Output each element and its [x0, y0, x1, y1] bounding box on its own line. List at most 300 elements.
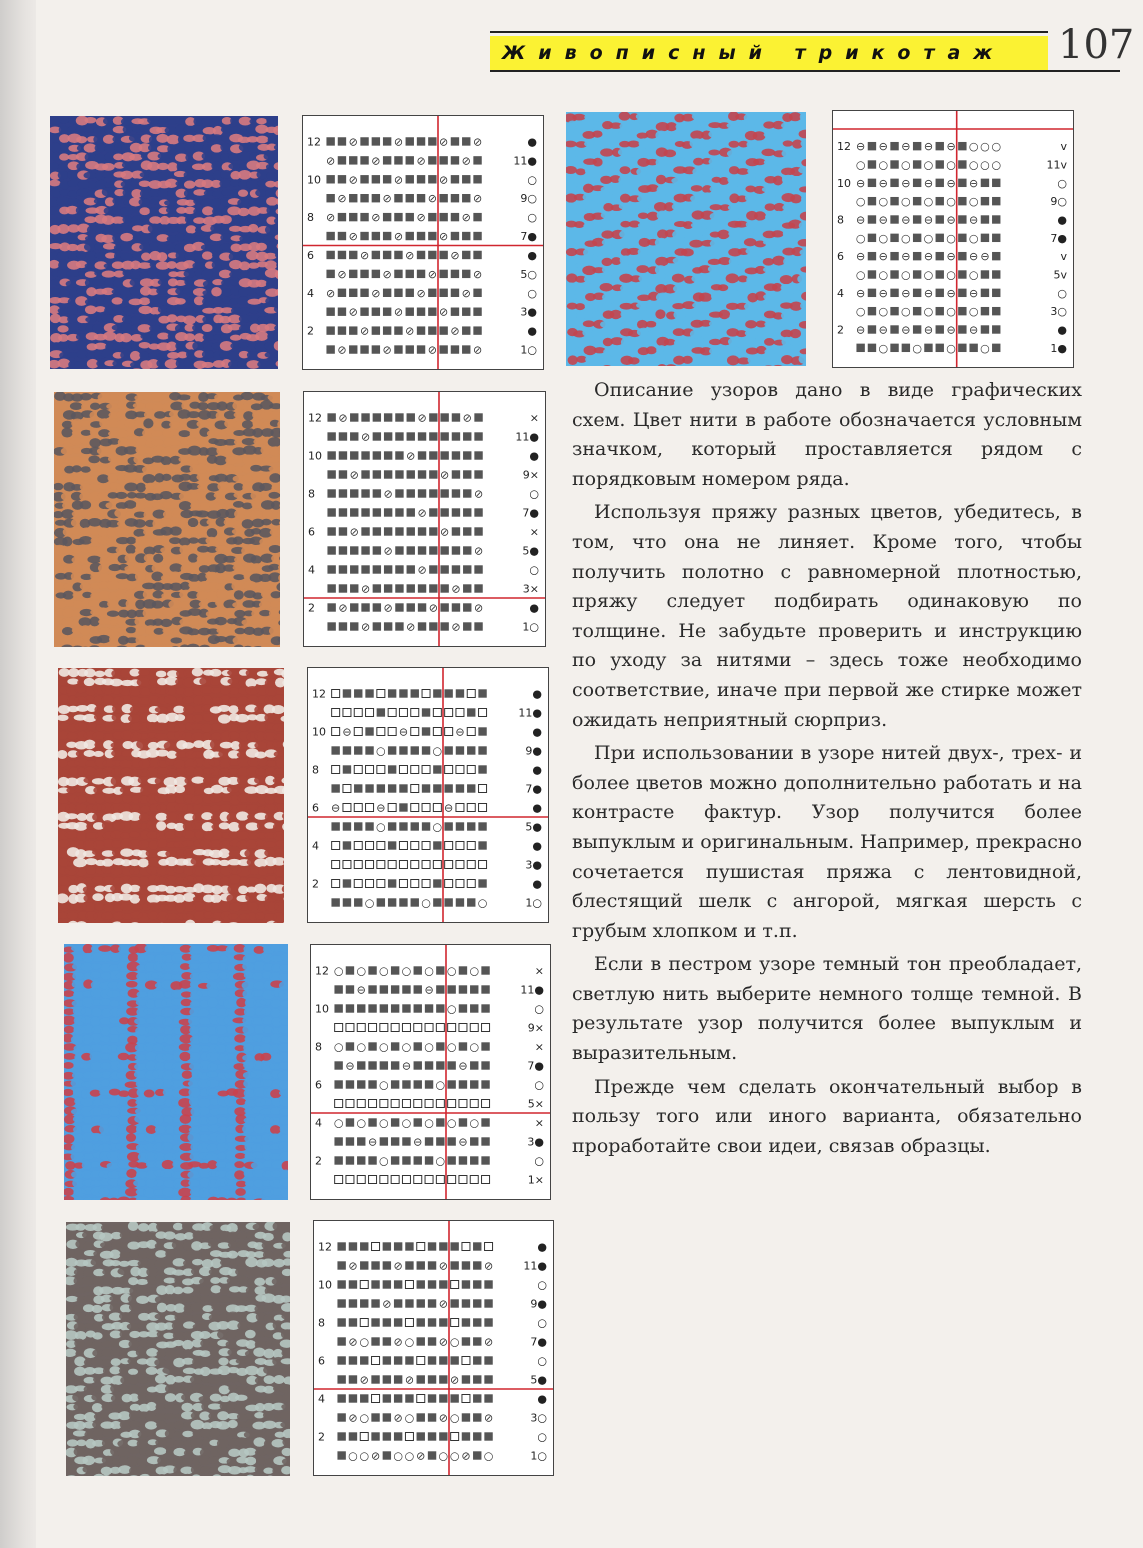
chart-cell — [343, 689, 351, 697]
chart-cell — [388, 746, 396, 754]
chart-cell — [440, 508, 448, 516]
chart-cell — [349, 1375, 357, 1383]
chart-cell — [360, 194, 368, 202]
chart-cell: ○ — [424, 1116, 434, 1130]
chart-cell — [473, 1318, 481, 1326]
chart-cell — [383, 1280, 391, 1288]
row-yarn-marker: 9× — [527, 1021, 544, 1035]
chart-cell: ○ — [446, 1116, 457, 1130]
row-yarn-marker: 5● — [522, 544, 539, 558]
chart-cell — [402, 1080, 410, 1088]
row-yarn-marker: ○ — [527, 286, 537, 300]
chart-cell — [422, 822, 430, 830]
chart-cell — [349, 1242, 357, 1250]
chart-cell — [361, 470, 369, 478]
chart-cell — [890, 215, 898, 223]
chart-cell — [331, 746, 339, 754]
chart-cell — [380, 985, 388, 993]
chart-cell — [417, 1337, 425, 1345]
chart-cell — [395, 603, 403, 611]
chart-cell — [417, 1243, 425, 1251]
chart-cell — [913, 234, 921, 242]
row-yarn-marker: 7● — [1050, 231, 1067, 245]
chart-cell — [856, 344, 864, 352]
chart-cell — [433, 709, 441, 717]
chart-cell — [332, 861, 340, 869]
chart-cell — [936, 160, 944, 168]
row-yarn-marker: 7● — [530, 1335, 547, 1349]
chart-cell: ○ — [878, 195, 889, 209]
chart-cell — [338, 137, 346, 145]
chart-cell — [429, 413, 437, 421]
chart-cell — [327, 470, 335, 478]
chart-cell — [440, 432, 448, 440]
chart-cell: ○ — [356, 1116, 367, 1130]
chart-cell — [327, 527, 335, 535]
chart-cell — [992, 325, 1000, 333]
chart-cell — [360, 1242, 368, 1250]
chart-cell — [349, 345, 357, 353]
chart-cell — [399, 766, 407, 774]
chart-cell — [391, 966, 399, 974]
chart-cell — [463, 489, 471, 497]
chart-cell — [417, 194, 425, 202]
chart-cell — [394, 1318, 402, 1326]
chart-cell — [467, 766, 475, 774]
chart-cell — [890, 252, 898, 260]
row-yarn-marker: ● — [527, 248, 537, 262]
chart-cell — [350, 565, 358, 573]
chart-cell — [373, 622, 381, 630]
chart-cell — [440, 603, 448, 611]
chart-cell — [436, 1061, 444, 1069]
chart-cell — [958, 270, 966, 278]
chart-cell — [450, 1394, 458, 1402]
chart-cell: ○ — [980, 140, 990, 154]
chart-cell — [343, 804, 351, 812]
chart-cell — [467, 861, 475, 869]
chart-cell: ○ — [469, 1116, 480, 1130]
chart-cell — [369, 1176, 377, 1184]
chart-cell — [459, 1004, 467, 1012]
row-yarn-marker: 7● — [522, 506, 539, 520]
chart-cell — [405, 1356, 413, 1364]
chart-cell — [868, 215, 876, 223]
chart-cell — [399, 689, 407, 697]
chart-cell: ⊖ — [946, 250, 956, 264]
chart-cell — [394, 1394, 402, 1402]
chart-cell — [406, 156, 414, 164]
chart-cell: ⊖ — [856, 286, 866, 300]
chart-cell: ⊘ — [461, 154, 471, 168]
chart-cell — [402, 1024, 410, 1032]
chart-cell — [890, 307, 898, 315]
chart-cell — [452, 603, 460, 611]
chart-cell — [394, 1432, 402, 1440]
chart-cell — [470, 1156, 478, 1164]
chart-cell — [439, 1280, 447, 1288]
chart-cell — [958, 234, 966, 242]
chart-cell — [470, 1024, 478, 1032]
chart-cell — [361, 546, 369, 554]
chart-cell — [478, 746, 486, 754]
chart-cell — [360, 270, 368, 278]
row-yarn-marker: ● — [527, 135, 537, 149]
swatch-grey-mottled — [66, 1222, 290, 1476]
chart-cell — [958, 215, 966, 223]
chart-cell — [450, 1261, 458, 1269]
chart-cell: ○ — [469, 964, 480, 978]
chart-cell — [339, 432, 347, 440]
chart-cell — [429, 546, 437, 554]
chart-cell: ⊘ — [359, 324, 370, 338]
chart-cell — [428, 1318, 436, 1326]
chart-cell: ⊖ — [878, 140, 888, 154]
chart-cell: ⊖ — [946, 213, 956, 227]
chart-cell — [372, 345, 380, 353]
chart-cell: ⊘ — [472, 192, 483, 206]
chart-cell — [371, 1337, 379, 1345]
chart-cell — [334, 1080, 342, 1088]
chart-cell — [361, 508, 369, 516]
chart-cell — [422, 861, 430, 869]
chart-cell — [451, 194, 459, 202]
chart-cell — [384, 451, 392, 459]
chart-cell — [463, 603, 471, 611]
chart-cell — [417, 1395, 425, 1403]
chart-cell — [467, 708, 475, 716]
chart-cell — [395, 584, 403, 592]
chart-cell — [439, 1432, 447, 1440]
chart-cell — [346, 1118, 354, 1126]
chart-cell — [451, 1433, 459, 1441]
chart-cell — [868, 234, 876, 242]
chart-cell — [360, 289, 368, 297]
chart-cell — [411, 785, 419, 793]
chart-cell — [332, 842, 340, 850]
chart-cell — [405, 1299, 413, 1307]
chart-cell — [383, 137, 391, 145]
chart-cell — [402, 1004, 410, 1012]
chart-cell: ⊖ — [401, 1059, 412, 1073]
chart-cell — [992, 344, 1000, 352]
chart-cell — [474, 432, 482, 440]
chart-cell — [463, 584, 471, 592]
row-number: 10 — [837, 176, 851, 190]
chart-cell: ○ — [855, 231, 866, 245]
chart-cell: ⊖ — [946, 286, 956, 300]
chart-cell — [366, 880, 374, 888]
chart-cell — [462, 251, 470, 259]
chart-cell: ⊖ — [376, 801, 386, 815]
chart-cell — [481, 1080, 489, 1088]
chart-cell — [414, 1004, 422, 1012]
chart-cell — [411, 689, 419, 697]
chart-cell — [418, 622, 426, 630]
chart-cell — [411, 709, 419, 717]
chart-cell — [463, 565, 471, 573]
chart-cell — [373, 584, 381, 592]
chart-cell: ○ — [356, 964, 367, 978]
pattern-chart-4 — [310, 944, 551, 1200]
chart-cell — [425, 1061, 433, 1069]
row-number: 2 — [307, 324, 314, 338]
chart-cell — [383, 213, 391, 221]
chart-cell: ⊖ — [969, 176, 979, 190]
chart-cell — [361, 603, 369, 611]
row-number: 8 — [837, 213, 844, 227]
chart-cell — [365, 727, 373, 735]
chart-cell — [447, 1080, 455, 1088]
chart-cell — [368, 1080, 376, 1088]
chart-cell — [360, 1299, 368, 1307]
paragraph: Используя пряжу разных цветов, убедитесь, в том, что она не линяет. Кроме того, чтобы получить полотно с равномерной плотностью, пряжу следует подбирать одинаковую по толщине. Не забудьте проверить и инструкцию по уходу за нитями – здесь тоже необходимо соответствие, иначе при первой же стирке может ожидать неприятный сюрприз. — [572, 501, 1082, 731]
chart-cell — [462, 345, 470, 353]
row-yarn-marker: v — [1060, 250, 1067, 264]
chart-cell — [349, 1299, 357, 1307]
chart-cell — [346, 1042, 354, 1050]
chart-cell — [428, 213, 436, 221]
chart-cell — [350, 603, 358, 611]
chart-cell — [349, 289, 357, 297]
chart-cell — [473, 1394, 481, 1402]
chart-cell — [337, 1356, 345, 1364]
chart-cell: ○ — [435, 1154, 446, 1168]
chart-cell — [391, 1004, 399, 1012]
chart-cell — [890, 344, 898, 352]
chart-cell — [439, 1356, 447, 1364]
chart-cell — [380, 1100, 388, 1108]
chart-cell — [470, 1004, 478, 1012]
chart-cell — [405, 1319, 413, 1327]
chart-cell: ⊘ — [473, 544, 484, 558]
chart-cell — [349, 251, 357, 259]
chart-cell: ○ — [968, 231, 979, 245]
chart-cell — [462, 1243, 470, 1251]
chart-cell — [478, 765, 486, 773]
chart-cell — [868, 270, 876, 278]
chart-cell — [902, 344, 910, 352]
chart-cell — [484, 1375, 492, 1383]
chart-cell — [406, 232, 414, 240]
row-yarn-marker: ● — [537, 1392, 547, 1406]
chart-cell: ⊘ — [371, 286, 381, 300]
chart-cell — [406, 175, 414, 183]
chart-cell — [383, 251, 391, 259]
chart-cell — [481, 1118, 489, 1126]
chart-cell — [439, 251, 447, 259]
chart-cell — [456, 861, 464, 869]
chart-cell — [326, 308, 334, 316]
row-yarn-marker: ● — [537, 1240, 547, 1254]
chart-cell — [428, 1413, 436, 1421]
chart-cell — [414, 1176, 422, 1184]
row-yarn-marker: 11● — [513, 154, 537, 168]
chart-cell — [436, 1042, 444, 1050]
chart-cell — [350, 489, 358, 497]
chart-cell — [373, 432, 381, 440]
chart-cell — [981, 325, 989, 333]
chart-cell — [399, 898, 407, 906]
chart-cell: ○ — [968, 195, 979, 209]
row-yarn-marker: 7● — [527, 1059, 544, 1073]
chart-cell: ⊘ — [348, 1335, 358, 1349]
body-text — [572, 376, 1082, 1165]
row-yarn-marker: ● — [529, 449, 539, 463]
chart-cell — [445, 709, 453, 717]
chart-cell — [357, 1100, 365, 1108]
chart-cell — [361, 527, 369, 535]
row-yarn-marker: ○ — [529, 487, 539, 501]
chart-cell — [451, 345, 459, 353]
row-number: 2 — [837, 323, 844, 337]
row-yarn-marker: 5● — [525, 820, 542, 834]
chart-cell — [462, 1318, 470, 1326]
chart-cell — [361, 451, 369, 459]
chart-cell: ○ — [878, 341, 889, 355]
row-yarn-marker: × — [529, 525, 539, 539]
chart-cell: ⊘ — [348, 173, 358, 187]
pattern-chart-5 — [313, 1220, 554, 1476]
chart-cell — [337, 1280, 345, 1288]
chart-cell: ⊘ — [417, 563, 427, 577]
chart-cell: ⊘ — [326, 211, 336, 225]
chart-cell — [346, 1024, 354, 1032]
chart-cell — [377, 766, 385, 774]
chart-cell — [377, 842, 385, 850]
chart-cell — [444, 822, 452, 830]
chart-cell — [373, 451, 381, 459]
chart-cell — [349, 1432, 357, 1440]
chart-cell — [354, 804, 362, 812]
chart-cell: ⊖ — [458, 1135, 468, 1149]
chart-cell — [450, 1299, 458, 1307]
chart-cell — [377, 880, 385, 888]
chart-cell — [992, 197, 1000, 205]
chart-cell: ⊘ — [483, 1259, 494, 1273]
chart-cell — [913, 160, 921, 168]
chart-cell — [414, 1080, 422, 1088]
row-yarn-marker: ○ — [537, 1354, 547, 1368]
chart-cell — [384, 527, 392, 535]
chart-cell — [890, 160, 898, 168]
chart-cell — [406, 345, 414, 353]
pattern-chart-6 — [832, 110, 1074, 368]
chart-cell — [445, 880, 453, 888]
chart-cell: ⊘ — [371, 211, 381, 225]
header-bar — [490, 36, 1048, 70]
chart-cell: ⊘ — [405, 324, 415, 338]
chart-cell: ⊘ — [405, 248, 415, 262]
chart-cell — [958, 252, 966, 260]
row-number: 8 — [315, 1040, 322, 1054]
chart-cell — [343, 746, 351, 754]
chart-cell — [337, 1451, 345, 1459]
row-yarn-marker: ○ — [534, 1154, 544, 1168]
chart-cell: ⊘ — [337, 192, 347, 206]
chart-cell: ⊘ — [406, 620, 416, 634]
chart-cell — [411, 804, 419, 812]
chart-cell — [357, 1080, 365, 1088]
chart-cell — [337, 1394, 345, 1402]
chart-cell — [371, 1413, 379, 1421]
chart-cell: ○ — [946, 195, 956, 209]
chart-cell: ⊘ — [462, 411, 472, 425]
chart-cell — [343, 709, 351, 717]
chart-cell — [868, 344, 876, 352]
chart-cell — [414, 966, 422, 974]
chart-cell — [343, 879, 351, 887]
row-number: 10 — [315, 1002, 329, 1016]
chart-cell: ○ — [449, 1335, 460, 1349]
chart-cell: ⊘ — [427, 343, 437, 357]
chart-cell — [383, 232, 391, 240]
chart-cell — [444, 746, 452, 754]
chart-cell — [372, 137, 380, 145]
chart-cell — [354, 784, 362, 792]
chart-cell — [350, 432, 358, 440]
chart-cell — [399, 803, 407, 811]
chart-cell: ⊖ — [856, 176, 866, 190]
chart-cell: ⊘ — [440, 468, 450, 482]
chart-cell — [428, 1432, 436, 1440]
chart-cell — [422, 880, 430, 888]
row-yarn-marker: 5○ — [520, 267, 537, 281]
chart-cell — [444, 784, 452, 792]
chart-cell — [473, 1280, 481, 1288]
chart-cell — [391, 1061, 399, 1069]
chart-cell — [391, 1100, 399, 1108]
chart-cell: ⊘ — [359, 248, 370, 262]
chart-cell — [349, 156, 357, 164]
chart-cell — [388, 879, 396, 887]
row-yarn-marker: 1○ — [530, 1449, 547, 1463]
row-yarn-marker: 3● — [520, 305, 537, 319]
chart-cell — [372, 326, 380, 334]
chart-cell — [331, 784, 339, 792]
chart-cell — [383, 326, 391, 334]
chart-cell — [417, 1280, 425, 1288]
chart-cell: ○ — [404, 1449, 415, 1463]
chart-cell — [417, 1299, 425, 1307]
chart-cell — [440, 546, 448, 554]
chart-cell — [407, 603, 415, 611]
chart-cell — [394, 213, 402, 221]
chart-cell — [360, 1394, 368, 1402]
chart-cell — [451, 1281, 459, 1289]
chart-cell — [418, 527, 426, 535]
chart-cell — [451, 156, 459, 164]
chart-cell — [459, 966, 467, 974]
chart-cell — [369, 1024, 377, 1032]
row-yarn-marker: 3● — [525, 858, 542, 872]
chart-cell: ○ — [968, 140, 979, 154]
chart-cell — [343, 898, 351, 906]
row-yarn-marker: 7● — [525, 782, 542, 796]
chart-cell — [913, 270, 921, 278]
chart-cell — [406, 289, 414, 297]
chart-cell — [439, 289, 447, 297]
chart-cell — [391, 1118, 399, 1126]
chart-cell — [402, 1100, 410, 1108]
chart-cell — [981, 215, 989, 223]
row-number: 2 — [315, 1154, 322, 1168]
chart-cell: ⊖ — [901, 140, 911, 154]
row-yarn-marker: ● — [532, 763, 542, 777]
chart-cell — [992, 307, 1000, 315]
chart-cell — [433, 898, 441, 906]
chart-cell: ○ — [449, 1411, 460, 1425]
